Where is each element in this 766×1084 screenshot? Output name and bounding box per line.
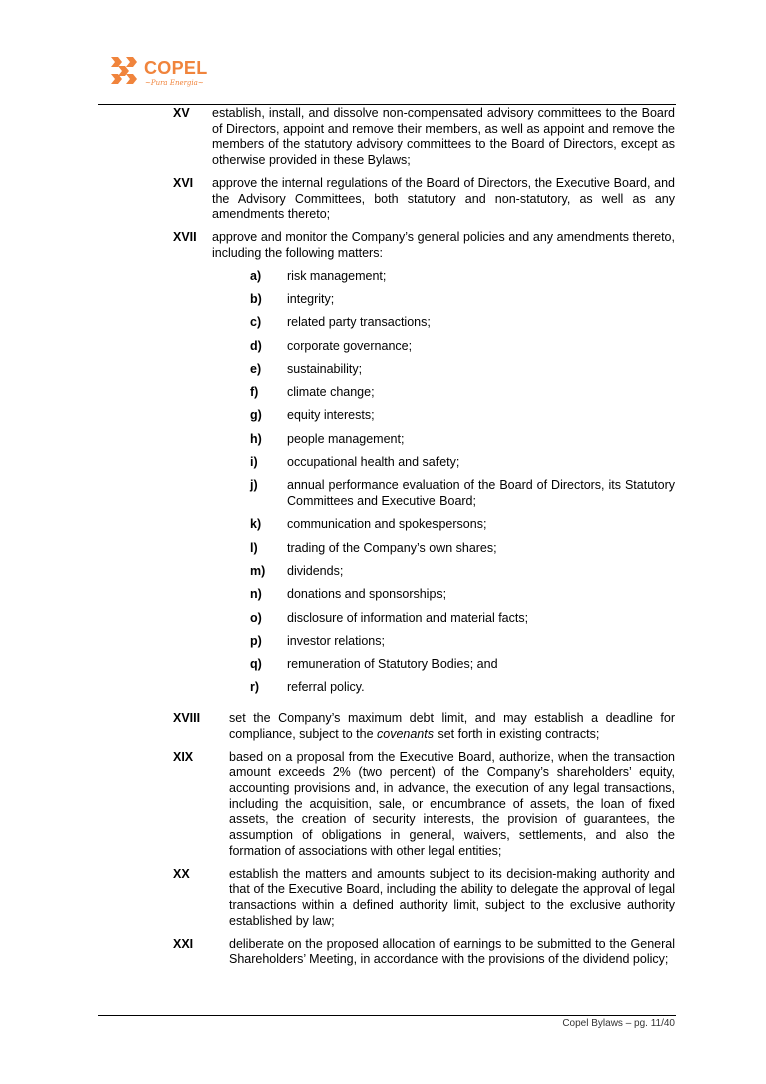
item-text	[229, 711, 675, 742]
sub-item-text: risk management;	[287, 268, 387, 283]
item-number: XVII	[173, 230, 197, 245]
sub-item-letter: d)	[250, 338, 262, 353]
sub-item-text: occupational health and safety;	[287, 455, 460, 470]
sub-item	[250, 385, 675, 401]
sub-item-text: disclosure of information and material facts;	[287, 610, 529, 625]
page-footer: Copel Bylaws – pg. 11/40	[562, 1018, 675, 1029]
policy-sublist	[212, 269, 675, 696]
sub-item	[250, 362, 675, 378]
list-item-xx	[173, 867, 675, 930]
sub-item-text: climate change;	[287, 385, 375, 400]
item-text-end: set forth in existing contracts;	[433, 726, 600, 741]
item-text: establish, install, and dissolve non-compensated advisory committees to the Board of Directors, appoint and remove their members, as well as appoint and remove the members of the statutory advisory committees to the Board of Directors, except as otherwise provided in these Bylaws;	[212, 106, 675, 168]
item-text: deliberate on the proposed allocation of earnings to be submitted to the General Shareholders’ Meeting, in accordance with the provisions of the dividend policy;	[229, 936, 675, 967]
sub-item-letter: m)	[250, 563, 266, 578]
item-number: XIX	[173, 749, 194, 764]
footer-divider	[98, 1015, 676, 1016]
sub-item-text: referral policy.	[287, 680, 365, 695]
item-number: XVIII	[173, 710, 201, 725]
item-text: establish the matters and amounts subject to its decision-making authority and that of the Executive Board, including the ability to delegate the approval of legal transactions within a defined authority limit, subject to the exclusive authority established by law;	[229, 866, 675, 928]
sub-item-letter: l)	[250, 540, 258, 555]
sub-item-letter: b)	[250, 292, 262, 306]
list-item-xvii	[173, 230, 675, 703]
sub-item-letter: e)	[250, 361, 262, 376]
sub-item	[250, 657, 675, 673]
sub-item-letter: r)	[250, 680, 260, 695]
sub-item	[250, 269, 675, 285]
list-item-xxi	[173, 937, 675, 968]
sub-item	[250, 478, 675, 509]
copel-logo-mark-icon	[109, 56, 139, 86]
sub-item-letter: q)	[250, 657, 262, 672]
sub-item	[250, 611, 675, 627]
sub-item-text: donations and sponsorships;	[287, 587, 447, 602]
list-item-xix	[173, 750, 675, 860]
sub-item-letter: k)	[250, 517, 262, 532]
header-divider	[98, 104, 676, 105]
sub-item	[250, 315, 675, 331]
item-number: XVI	[173, 176, 194, 190]
list-item-xviii	[173, 711, 675, 742]
sub-item-letter: n)	[250, 587, 262, 602]
sub-item-text: corporate governance;	[287, 338, 413, 353]
sub-item-letter: o)	[250, 610, 262, 625]
logo-tagline: ~Pura Energia~	[145, 79, 204, 87]
sub-item-letter: i)	[250, 455, 258, 470]
copel-logo	[109, 54, 219, 94]
item-number: XV	[173, 106, 190, 120]
item-text-start: set the Company’s maximum debt limit, and may establish a deadline for compliance, subject to the	[229, 710, 675, 741]
sub-item-text: related party transactions;	[287, 315, 431, 330]
sub-item-text: dividends;	[287, 563, 344, 578]
sub-item	[250, 680, 675, 696]
sub-item	[250, 408, 675, 424]
item-text-italic: covenants	[377, 726, 434, 741]
sub-item-text: communication and spokespersons;	[287, 517, 487, 532]
sub-item	[250, 292, 675, 308]
logo-wordmark: COPEL	[144, 58, 208, 78]
sub-item	[250, 541, 675, 557]
sub-item-text: investor relations;	[287, 633, 385, 648]
list-item-xvi	[173, 176, 675, 223]
sub-item-text: trading of the Company’s own shares;	[287, 540, 497, 555]
sub-item	[250, 517, 675, 533]
sub-item-text: sustainability;	[287, 361, 363, 376]
item-number: XX	[173, 866, 190, 881]
sub-item-letter: j)	[250, 478, 258, 493]
item-body	[212, 230, 675, 703]
sub-item-text: people management;	[287, 431, 405, 446]
list-item-xv	[173, 106, 675, 169]
sub-item	[250, 339, 675, 355]
item-number: XXI	[173, 936, 194, 951]
sub-item-letter: g)	[250, 408, 262, 423]
sub-item-text: integrity;	[287, 292, 335, 306]
sub-item	[250, 587, 675, 603]
sub-item-text: annual performance evaluation of the Board of Directors, its Statutory Committees and Executive Board;	[287, 478, 675, 509]
sub-item	[250, 432, 675, 448]
item-text: approve the internal regulations of the Board of Directors, the Executive Board, and the Advisory Committees, both statutory and non-statutory, as well as any amendments thereto;	[212, 176, 675, 222]
sub-item-letter: c)	[250, 315, 262, 330]
sub-item	[250, 634, 675, 650]
sub-item-letter: f)	[250, 385, 259, 400]
sub-item-letter: p)	[250, 633, 262, 648]
sub-item	[250, 455, 675, 471]
sub-item	[250, 564, 675, 580]
bylaws-body	[173, 106, 675, 975]
item-text: based on a proposal from the Executive Board, authorize, when the transaction amount exceeds 2% (two percent) of the Company’s shareholders’ equity, accounting provisions and, in advance, the execution of any legal transactions, including the acquisition, sale, or encumbrance of assets, the loan of fixed assets, the creation of security interests, the provision of guarantees, the assumption of obligations in general, waivers, settlements, and also the formation of associations with other legal entities;	[229, 749, 675, 858]
sub-item-text: remuneration of Statutory Bodies; and	[287, 657, 498, 672]
sub-item-letter: h)	[250, 431, 262, 446]
sub-item-letter: a)	[250, 268, 262, 283]
sub-item-text: equity interests;	[287, 408, 375, 423]
item-text: approve and monitor the Company’s general policies and any amendments thereto, including the following matters:	[212, 230, 675, 260]
